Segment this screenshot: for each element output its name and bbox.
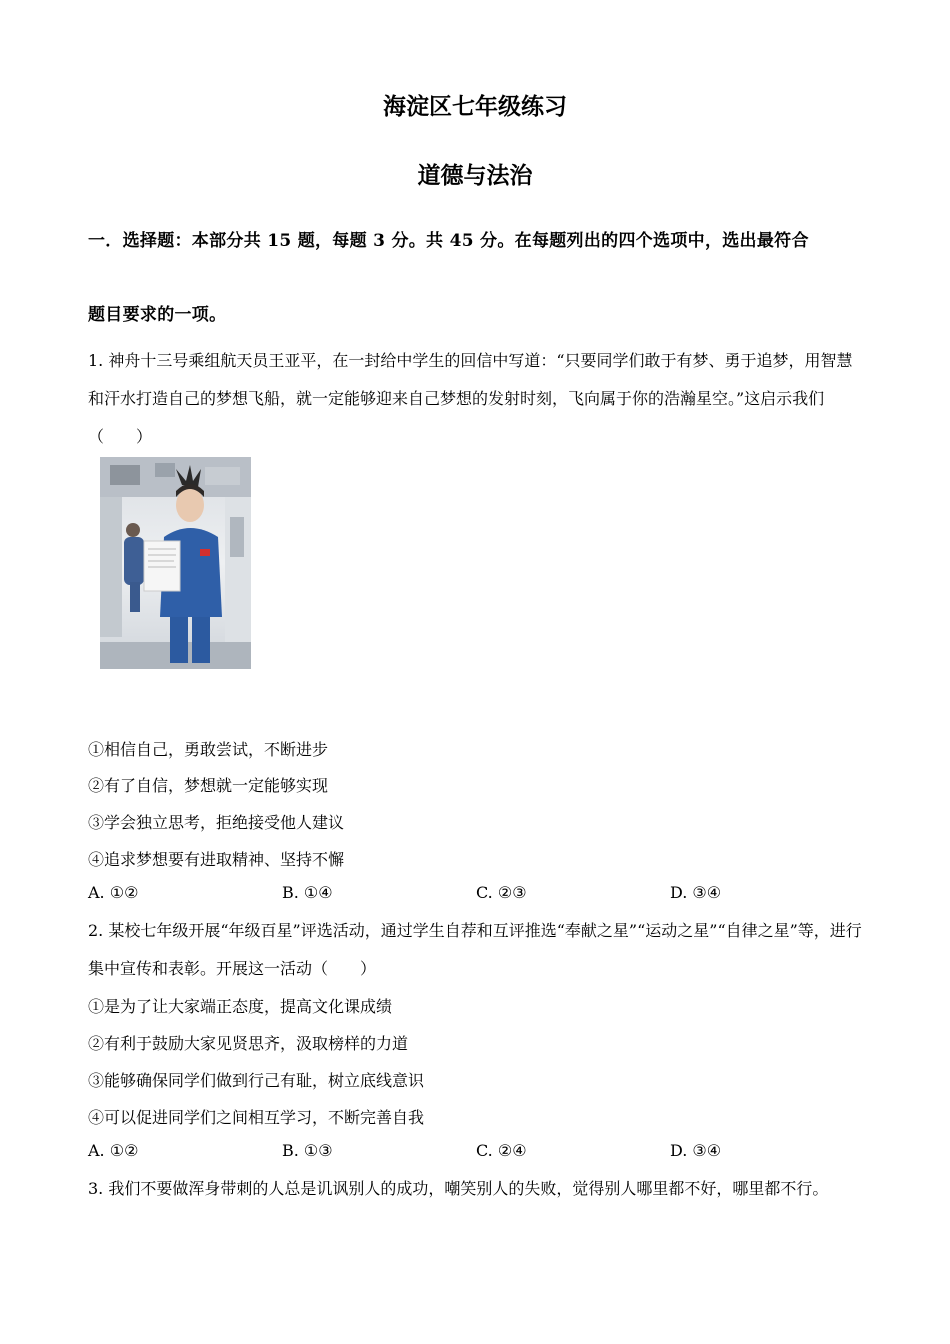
statement-1-3: ③学会独立思考，拒绝接受他人建议 <box>88 813 345 832</box>
choice-1-b[interactable]: B. ①④ <box>282 883 333 902</box>
astronaut-photo-image <box>100 457 251 669</box>
question-stem: 我们不要做浑身带刺的人总是讥讽别人的成功，嘲笑别人的失败，觉得别人哪里都不好，哪里都不行。 <box>108 1179 829 1198</box>
statement-2-2: ②有利于鼓励大家见贤思齐，汲取榜样的力道 <box>88 1034 409 1053</box>
statement-2-1: ①是为了让大家端正态度，提高文化课成绩 <box>88 997 393 1016</box>
choice-1-c[interactable]: C. ②③ <box>476 883 527 902</box>
question-stem: 神舟十三号乘组航天员王亚平，在一封给中学生的回信中写道：“只要同学们敢于有梦、勇于追梦，用智慧和汗水打造自己的梦想飞船，就一定能够迎来自己梦想的发射时刻，飞向属于你的浩瀚星空。”这启示我们（ ） <box>88 351 853 446</box>
choice-2-c[interactable]: C. ②④ <box>476 1141 527 1160</box>
statement-2-3: ③能够确保同学们做到行己有耻，树立底线意识 <box>88 1071 425 1090</box>
question-number: 2. <box>88 921 104 940</box>
question-stem: 某校七年级开展“年级百星”评选活动，通过学生自荐和互评推选“奉献之星”“运动之星”“自律之星”等，进行集中宣传和表彰。开展这一活动（ ） <box>88 921 862 978</box>
question-3 <box>88 1170 878 1208</box>
statement-1-1: ①相信自己，勇敢尝试，不断进步 <box>88 740 329 759</box>
choice-1-a[interactable]: A. ①② <box>88 883 139 902</box>
page-title: 海淀区七年级练习 <box>383 93 567 120</box>
page-subtitle: 道德与法治 <box>417 162 533 189</box>
statement-1-4: ④追求梦想要有进取精神、坚持不懈 <box>88 850 345 869</box>
choice-2-b[interactable]: B. ①③ <box>282 1141 333 1160</box>
section-heading-cont: 题目要求的一项。 <box>88 305 227 325</box>
choice-1-d[interactable]: D. ③④ <box>670 883 722 902</box>
question-number: 3. <box>88 1179 104 1198</box>
section-heading: 一．选择题：本部分共 15 题，每题 3 分。共 45 分。在每题列出的四个选项中，选出最符合 <box>88 231 809 251</box>
choice-2-a[interactable]: A. ①② <box>88 1141 139 1160</box>
question-2 <box>88 912 868 988</box>
question-1 <box>88 342 868 456</box>
statement-2-4: ④可以促进同学们之间相互学习，不断完善自我 <box>88 1108 425 1127</box>
question-number: 1. <box>88 351 104 370</box>
statement-1-2: ②有了自信，梦想就一定能够实现 <box>88 776 329 795</box>
astronaut-photo <box>100 457 251 669</box>
choice-2-d[interactable]: D. ③④ <box>670 1141 722 1160</box>
